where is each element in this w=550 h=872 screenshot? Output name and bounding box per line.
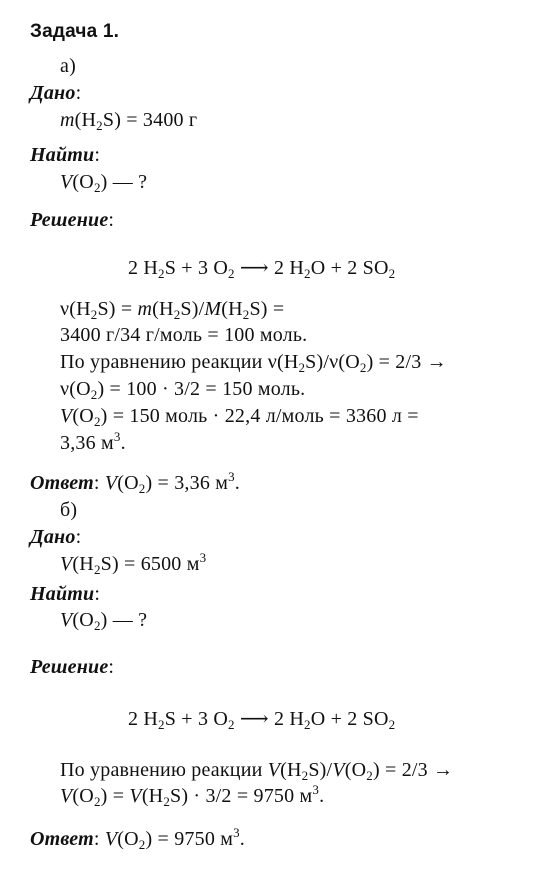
- problem-title: Задача 1.: [30, 21, 120, 42]
- part-a-find-header: Найти:: [30, 144, 101, 166]
- part-b-solution-header: Решение:: [30, 656, 115, 678]
- part-a-solution-line-3: По уравнению реакции $\nu(H_2S)/\nu(O_2) = 2/3$ →: [60, 351, 447, 375]
- part-a-given-header: Дано:: [30, 82, 82, 104]
- part-b-find-header: Найти:: [30, 583, 101, 605]
- part-a-solution-line-2: 3400 г/34 г/моль = 100 моль.: [60, 324, 308, 346]
- part-a-solution-line-4: $\nu(O_2) = 100 \cdot 3/2 = 150$ моль.: [60, 378, 306, 402]
- part-b-find-line: $V(O_2)$ — ?: [60, 609, 148, 633]
- part-a-solution-line-1: $\nu(H_2S) = m(H_2S)/M(H_2S)$ =: [60, 298, 285, 322]
- part-a-find-line: $V(O_2)$ — ?: [60, 171, 148, 195]
- part-a-reaction-equation: 2 $H_2S + 3$ $O_2$ ⟶ 2 $H_2O + 2$ $SO_2$: [128, 257, 396, 281]
- part-a-solution-line-5: $V(O_2) = 150$ моль · 22,4 л/моль = 3360 л =: [60, 405, 419, 429]
- part-a-label: а): [60, 55, 76, 77]
- part-b-solution-line-2: $V(O_2) = V(H_2S) \cdot 3/2 = 9750$ $м^3$.: [60, 782, 325, 809]
- part-b-reaction-equation: 2 $H_2S + 3$ $O_2$ ⟶ 2 $H_2O + 2$ $SO_2$: [128, 708, 396, 732]
- part-b-answer: Ответ: $V(O_2) = 9750$ $м^3$.: [30, 825, 245, 852]
- part-a-solution-line-6: 3,36 $м^3$.: [60, 429, 126, 454]
- part-b-given-line: $V(H_2S) = 6500$ $м^3$: [60, 550, 207, 577]
- part-a-answer: Ответ: $V(O_2) = 3,36$ $м^3$.: [30, 469, 240, 496]
- part-b-label: б): [60, 499, 78, 521]
- part-a-solution-header: Решение:: [30, 209, 115, 231]
- part-b-given-header: Дано:: [30, 526, 82, 548]
- part-b-solution-line-1: По уравнению реакции $V(H_2S)/V(O_2) = 2/3$ →: [60, 759, 454, 783]
- part-a-given-line: $m(H_2S) = 3400$ г: [60, 109, 198, 133]
